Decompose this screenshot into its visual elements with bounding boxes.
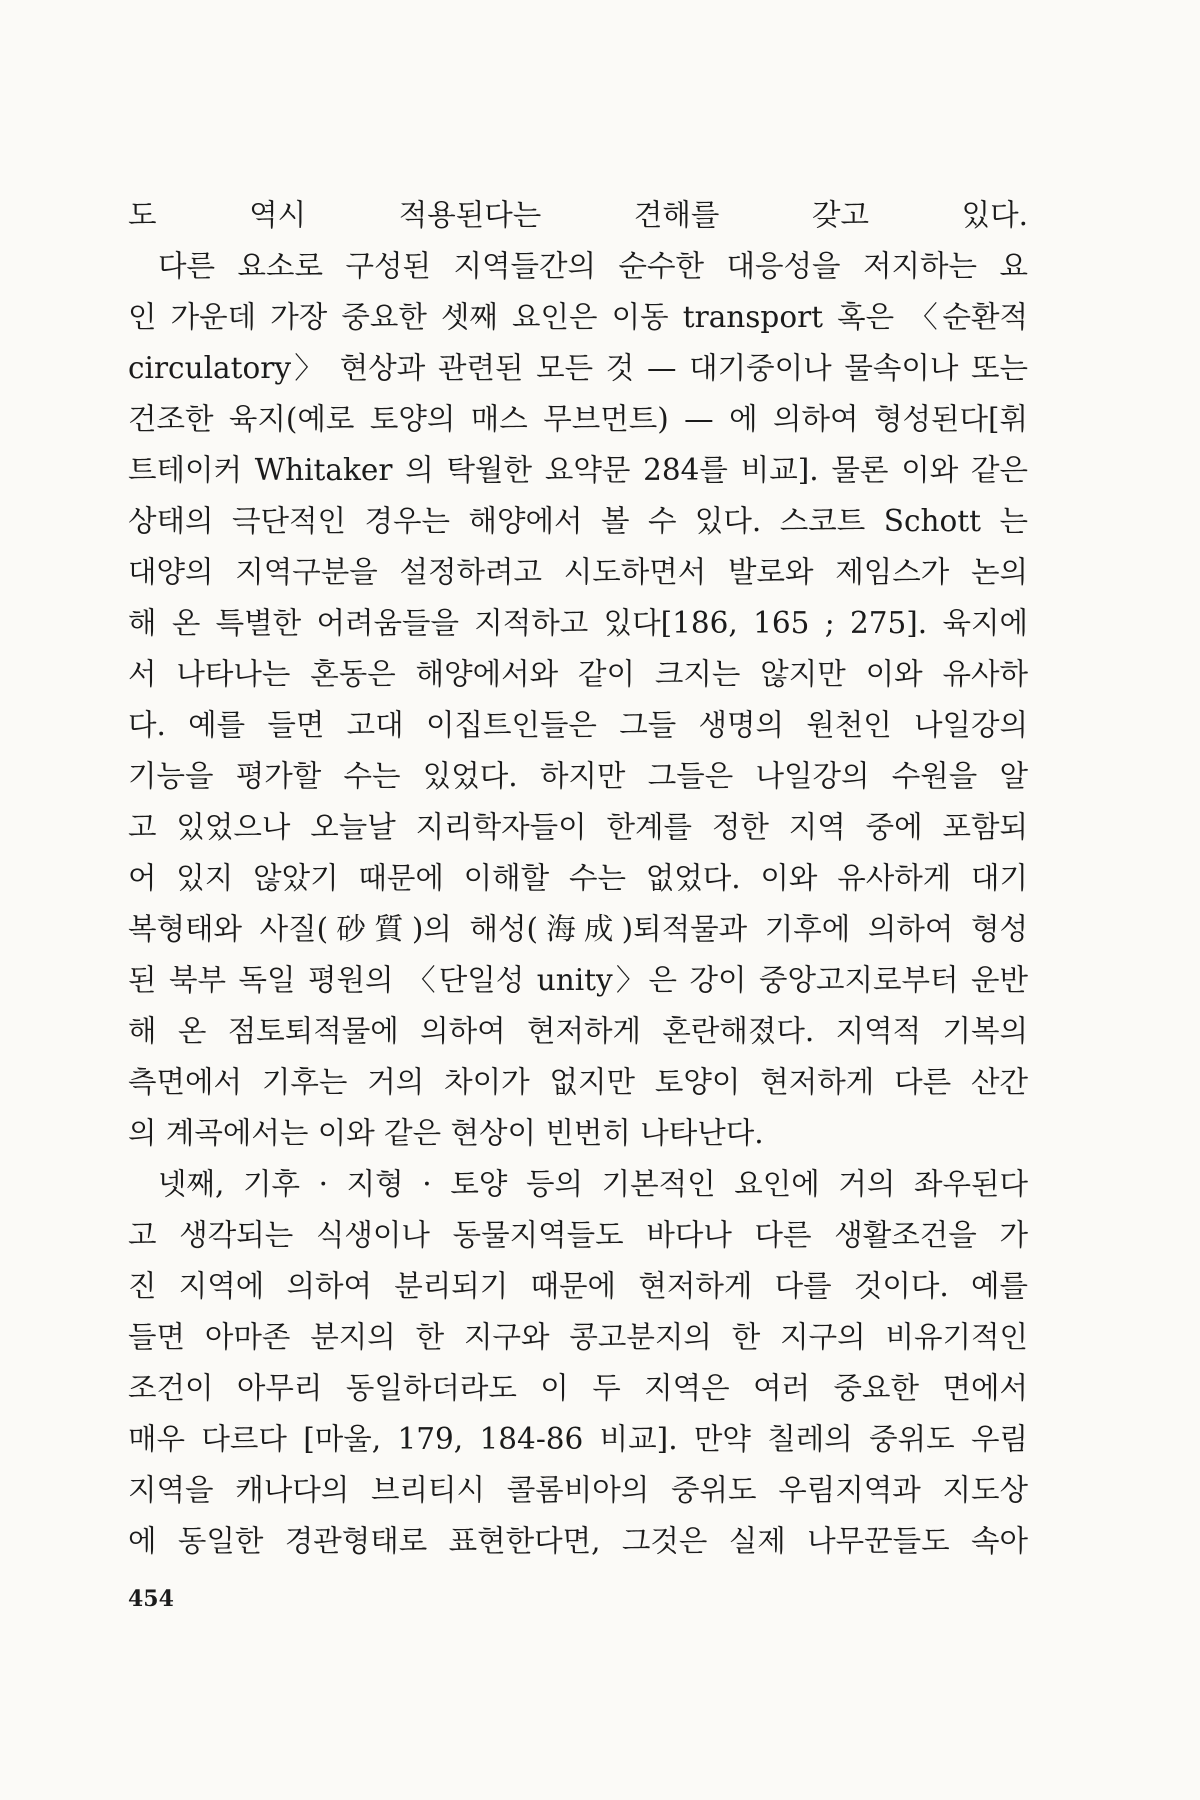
text-line: circulatory〉 현상과 관련된 모든 것 — 대기중이나 물속이나 또는 <box>128 351 1028 385</box>
text-line: 도 역시 적용된다는 견해를 갖고 있다. <box>128 198 1028 232</box>
text-line: 된 북부 독일 평원의 〈단일성 unity〉은 강이 중앙고지로부터 운반 <box>128 963 1028 997</box>
text-line: 건조한 육지(예로 토양의 매스 무브먼트) — 에 의하여 형성된다[휘 <box>128 402 1028 436</box>
body-text <box>128 190 1028 1567</box>
text-line: 측면에서 기후는 거의 차이가 없지만 토양이 현저하게 다른 산간 <box>128 1065 1028 1099</box>
text-line: 다른 요소로 구성된 지역들간의 순수한 대응성을 저지하는 요 <box>158 249 1028 283</box>
text-line: 해 온 특별한 어려움들을 지적하고 있다[186, 165 ; 275]. 육지에 <box>128 606 1028 640</box>
text-line: 지역을 캐나다의 브리티시 콜롬비아의 중위도 우림지역과 지도상 <box>128 1473 1028 1507</box>
text-line: 들면 아마존 분지의 한 지구와 콩고분지의 한 지구의 비유기적인 <box>128 1320 1028 1354</box>
text-line: 상태의 극단적인 경우는 해양에서 볼 수 있다. 스코트 Schott 는 <box>128 504 1028 538</box>
text-line: 트테이커 Whitaker 의 탁월한 요약문 284를 비교]. 물론 이와 같은 <box>128 453 1028 487</box>
text-line: 인 가운데 가장 중요한 셋째 요인은 이동 transport 혹은 〈순환적 <box>128 300 1028 334</box>
text-line: 의 계곡에서는 이와 같은 현상이 빈번히 나타난다. <box>128 1116 764 1150</box>
text-line: 복형태와 사질(砂質)의 해성(海成)퇴적물과 기후에 의하여 형성 <box>128 912 1028 946</box>
text-line: 해 온 점토퇴적물에 의하여 현저하게 혼란해졌다. 지역적 기복의 <box>128 1014 1028 1048</box>
text-line: 고 생각되는 식생이나 동물지역들도 바다나 다른 생활조건을 가 <box>128 1218 1028 1252</box>
page-number: 454 <box>128 1586 174 1612</box>
text-line: 매우 다르다 [마울, 179, 184-86 비교]. 만약 칠레의 중위도 우림 <box>128 1422 1028 1456</box>
text-line: 에 동일한 경관형태로 표현한다면, 그것은 실제 나무꾼들도 속아 <box>128 1524 1028 1558</box>
text-line: 진 지역에 의하여 분리되기 때문에 현저하게 다를 것이다. 예를 <box>128 1269 1028 1303</box>
text-line: 넷째, 기후 · 지형 · 토양 등의 기본적인 요인에 거의 좌우된다 <box>158 1167 1028 1201</box>
text-line: 조건이 아무리 동일하더라도 이 두 지역은 여러 중요한 면에서 <box>128 1371 1028 1405</box>
text-line: 기능을 평가할 수는 있었다. 하지만 그들은 나일강의 수원을 알 <box>128 759 1028 793</box>
text-line: 어 있지 않았기 때문에 이해할 수는 없었다. 이와 유사하게 대기 <box>128 861 1028 895</box>
text-line: 서 나타나는 혼동은 해양에서와 같이 크지는 않지만 이와 유사하 <box>128 657 1028 691</box>
text-line: 다. 예를 들면 고대 이집트인들은 그들 생명의 원천인 나일강의 <box>128 708 1028 742</box>
text-line: 대양의 지역구분을 설정하려고 시도하면서 발로와 제임스가 논의 <box>128 555 1028 589</box>
text-line: 고 있었으나 오늘날 지리학자들이 한계를 정한 지역 중에 포함되 <box>128 810 1028 844</box>
